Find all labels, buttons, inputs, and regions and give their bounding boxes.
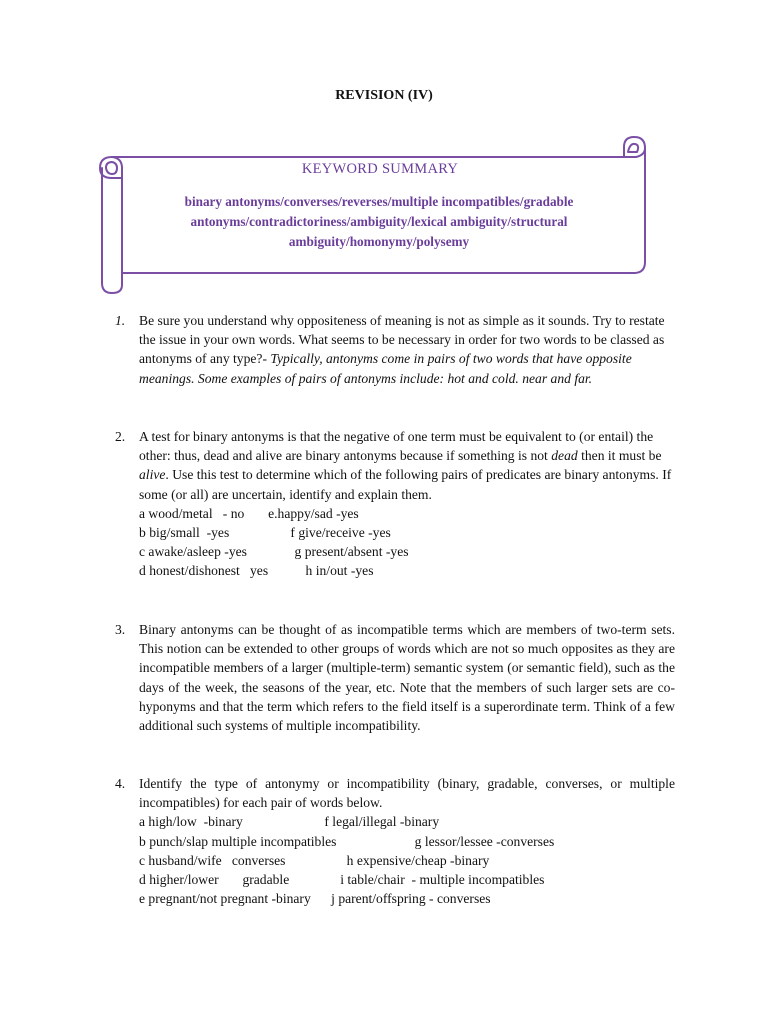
question-prompt: Be sure you understand why oppositeness of meaning is not as simple as it sounds. Try to restate the issue in your own words. What seems to be necessary in order for two words to be classed as antonyms of any type?- <box>139 313 665 367</box>
italic-term-alive: alive <box>139 467 166 483</box>
question-prompt-a: A test for binary antonyms is that the negative of one term must be equivalent to (or entail) the other: thus, dead and alive are binary antonyms because if something is not <box>139 429 654 464</box>
scroll-banner-frame <box>0 0 768 320</box>
answer-line: a high/low -binary f legal/illegal -binary <box>139 814 440 830</box>
question-3 <box>115 620 675 735</box>
question-prompt-b: then it must be <box>581 448 662 464</box>
keyword-summary-heading: KEYWORD SUMMARY <box>301 161 459 177</box>
keyword-summary-text <box>142 192 616 252</box>
question-answer: Typically, antonyms come in pairs of two words that have opposite meanings. Some examples of pairs of antonyms include: hot and cold. near and far. <box>139 351 632 386</box>
question-1 <box>115 311 675 388</box>
answer-line: a wood/metal - no e.happy/sad -yes <box>139 505 359 521</box>
question-text <box>139 774 675 908</box>
answer-line: e pregnant/not pregnant -binary j parent/offspring - converses <box>139 891 491 907</box>
question-2 <box>115 427 675 581</box>
answer-line: d honest/dishonest yes h in/out -yes <box>139 563 374 579</box>
keyword-line: binary antonyms/converses/reverses/multiple incompatibles/gradable <box>184 194 574 209</box>
question-number: 2. <box>115 429 126 444</box>
answer-line: d higher/lower gradable i table/chair - multiple incompatibles <box>139 872 545 888</box>
answer-line: c husband/wife converses h expensive/cheap -binary <box>139 852 490 868</box>
page-title: REVISION (IV) <box>335 88 433 103</box>
question-text <box>139 427 675 581</box>
question-prompt-c: . Use this test to determine which of the following pairs of predicates are binary antonyms. If some (or all) are uncertain, identify and explain them. <box>139 467 672 502</box>
question-number: 3. <box>115 622 126 637</box>
question-text: Binary antonyms can be thought of as incompatible terms which are members of two-term sets. This notion can be extended to other groups of words which are not so much opposites as they are incompatible members of a larger (multiple-term) semantic system (or semantic field), such as the days of the week, the seasons of the year, etc. Note that the members of such larger sets are co-hyponyms and that the term which refers to the field itself is a superordinate term. Think of a few additional such systems of multiple incompatibility. <box>139 622 675 734</box>
question-text <box>139 311 675 388</box>
question-number: 1. <box>115 313 126 328</box>
keyword-line: ambiguity/homonymy/polysemy <box>288 234 470 249</box>
question-prompt: Identify the type of antonymy or incompatibility (binary, gradable, converses, or multiple incompatibles) for each pair of words below. <box>139 776 675 811</box>
answer-line: c awake/asleep -yes g present/absent -yes <box>139 544 409 560</box>
keyword-line: antonyms/contradictoriness/ambiguity/lexical ambiguity/structural <box>190 214 568 229</box>
italic-term-dead: dead <box>551 448 578 464</box>
question-number: 4. <box>115 776 126 791</box>
answer-line: b big/small -yes f give/receive -yes <box>139 525 391 541</box>
question-4 <box>115 774 675 908</box>
answer-line: b punch/slap multiple incompatibles g lessor/lessee -converses <box>139 833 555 849</box>
